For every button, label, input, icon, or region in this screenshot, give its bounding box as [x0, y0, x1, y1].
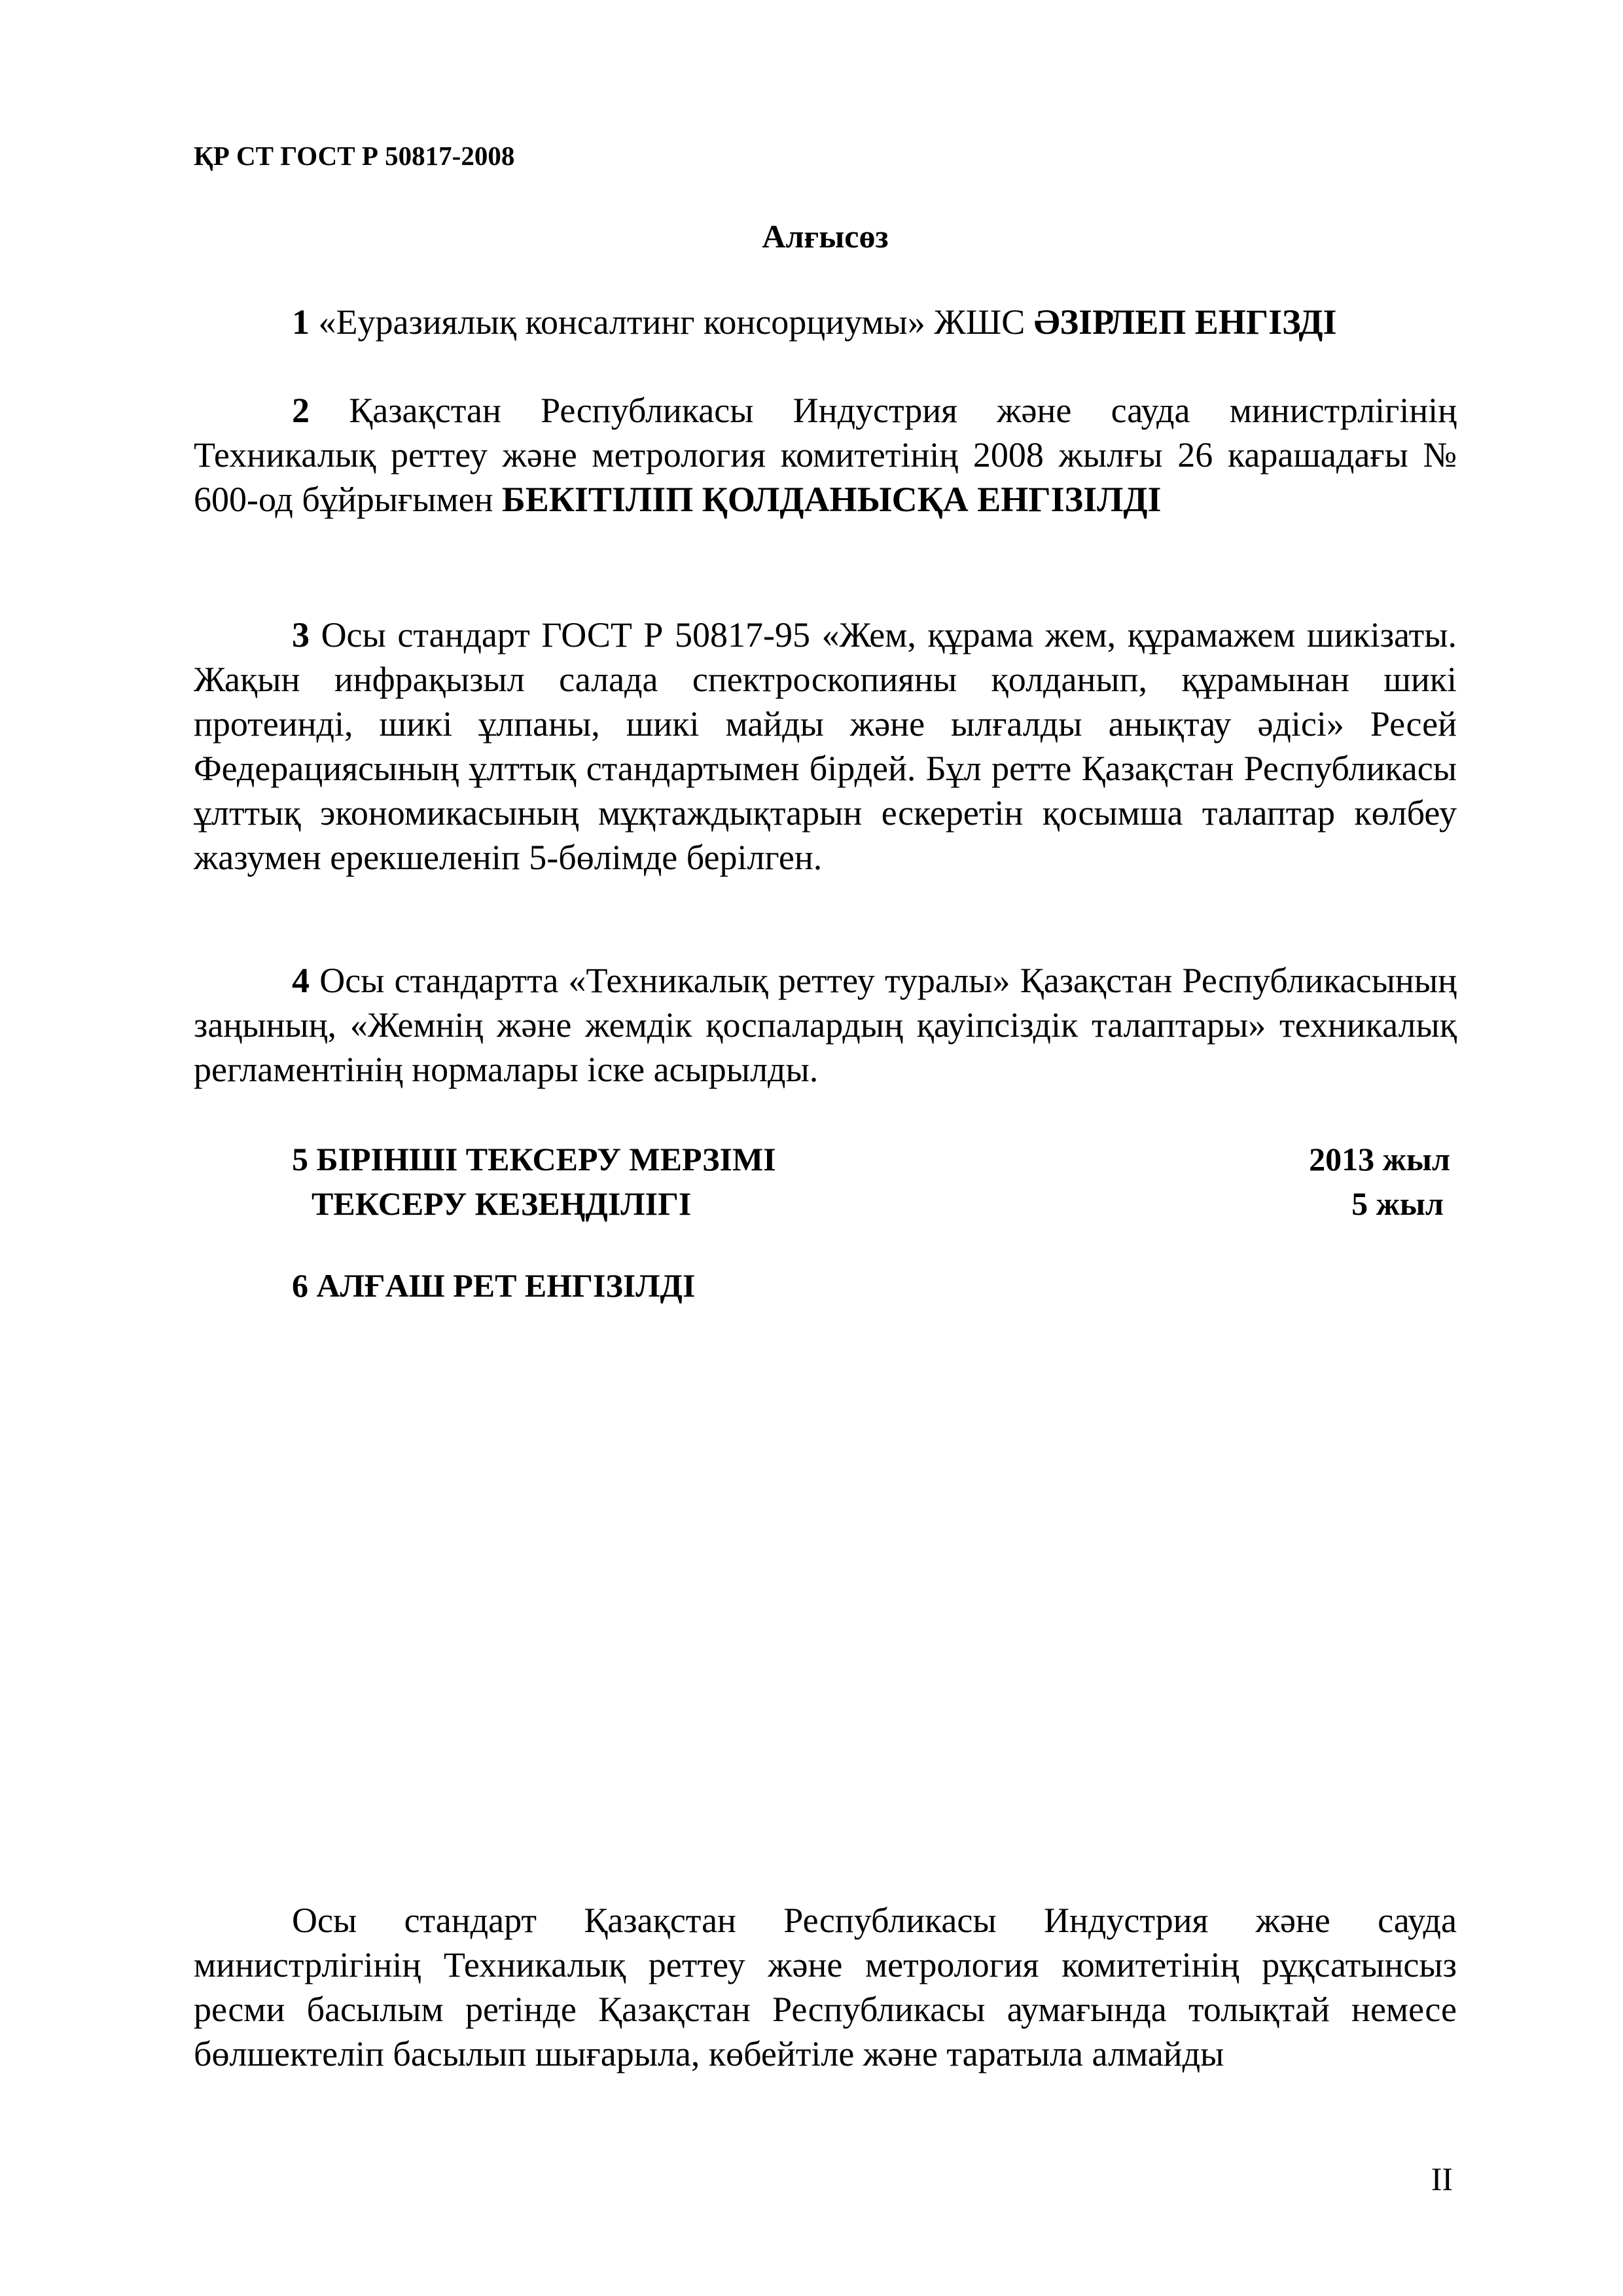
page-title: Алғысөз	[762, 218, 889, 255]
item-number: 4	[292, 961, 310, 1000]
item-text: «Еуразиялық консалтинг консорциумы» ЖШС	[318, 302, 1034, 342]
item-text: Осы стандарт ГОСТ Р 50817-95 «Жем, құрама жем, құрамажем шикізаты. Жақын инфрақызыл салада спектроскопияны қолданып, құрамынан шикі протеинді, шикі ұлпаны, шикі майды және ылғалды анықтау әдісі» Ресей Федерациясының ұлттық стандартымен бірдей. Бұл ретте Қазақстан Республикасы ұлттық экономикасының мұқтаждықтарын ескеретін қосымша талаптар көлбеу жазумен ерекшеленіп 5-бөлімде берілген.	[194, 615, 1457, 877]
preface-item-3	[194, 613, 1457, 880]
item-emphasis: ӘЗІРЛЕП ЕНГІЗДІ	[1033, 302, 1337, 342]
item-text: Осы стандартта «Техникалық реттеу туралы» Қазақстан Республикасының заңының, «Жемнің және жемдік қоспалардың қауіпсіздік талаптары» техникалық регламентінің нормалары іске асырылды.	[194, 961, 1457, 1089]
first-review-row	[292, 1137, 1450, 1181]
item-emphasis: БЕКІТІЛІП ҚОЛДАНЫСҚА ЕНГІЗІЛДІ	[502, 480, 1162, 519]
review-period-value: 5 жыл	[1351, 1185, 1444, 1222]
item-number: 3	[292, 615, 310, 655]
review-schedule	[292, 1137, 1450, 1226]
item-text: Қазақстан Республикасы Индустрия және сауда министрлігінің Техникалық реттеу және метрология комитетінің 2008 жылғы 26 карашадағы № 600-од бұйрығымен	[194, 391, 1457, 519]
first-review-label: 5 БІРІНШІ ТЕКСЕРУ МЕРЗІМІ	[292, 1141, 776, 1177]
first-review-value: 2013 жыл	[1309, 1141, 1450, 1177]
standard-code-header: ҚР СТ ГОСТ Р 50817-2008	[194, 141, 515, 171]
preface-item-1	[194, 300, 1457, 344]
first-introduced: 6 АЛҒАШ РЕТ ЕНГІЗІЛДІ	[292, 1267, 696, 1304]
item-number: 1	[292, 302, 310, 342]
copyright-notice: Осы стандарт Қазақстан Республикасы Индустрия және сауда министрлігінің Техникалық реттеу және метрология комитетінің рұқсатынсыз ресми басылым ретінде Қазақстан Республикасы аумағында толықтай немесе бөлшектеліп басылып шығарыла, көбейтіле және таратыла алмайды	[194, 1901, 1457, 2073]
review-period-label: ТЕКСЕРУ КЕЗЕҢДІЛІГІ	[312, 1185, 692, 1222]
page-number: II	[1431, 2161, 1453, 2197]
preface-item-2	[194, 388, 1457, 522]
preface-item-4	[194, 958, 1457, 1092]
item-number: 2	[292, 391, 310, 430]
review-period-row	[292, 1181, 1450, 1226]
